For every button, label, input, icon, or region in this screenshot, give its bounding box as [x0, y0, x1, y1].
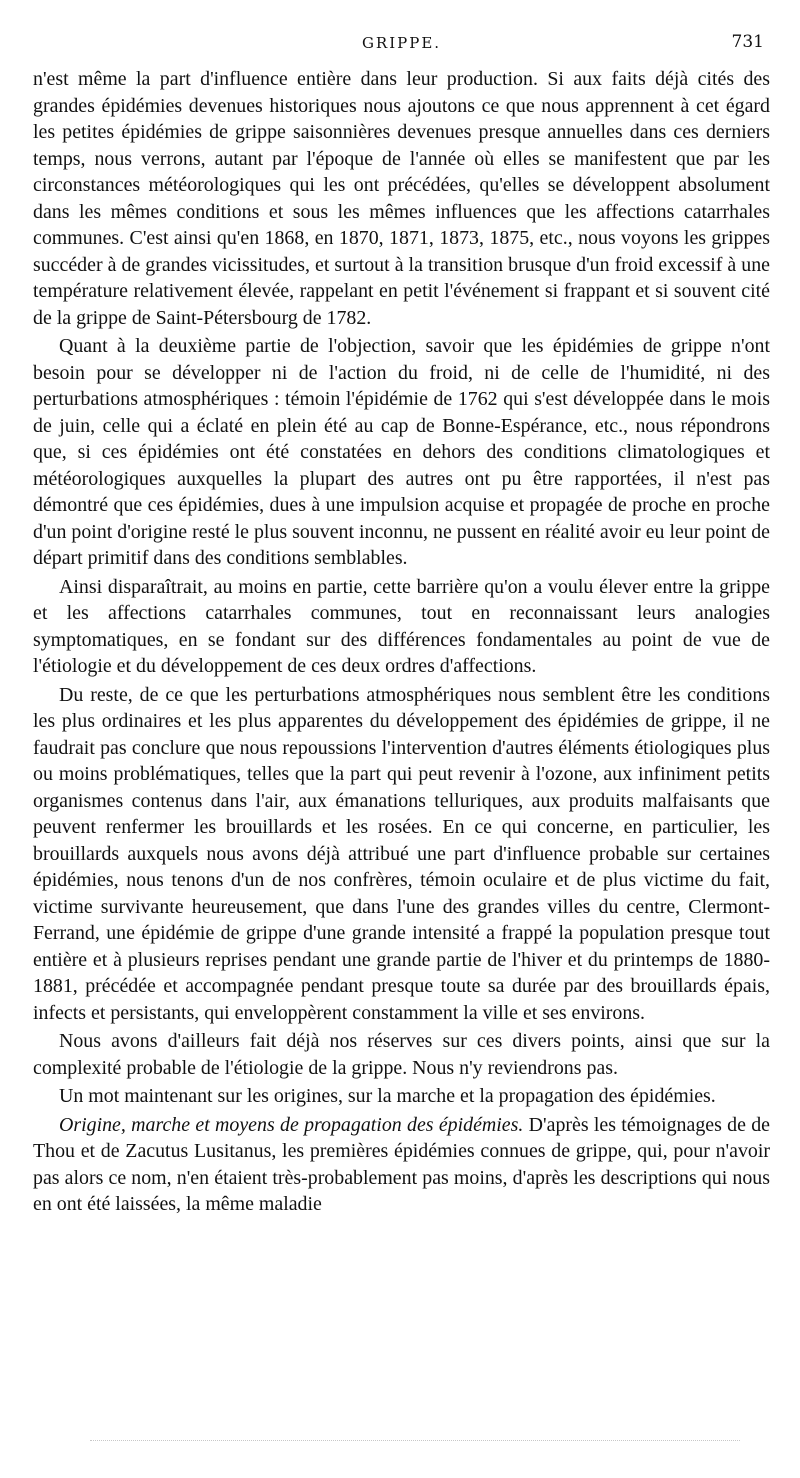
running-head	[33, 30, 770, 56]
paragraph-origins-intro: Un mot maintenant sur les origines, sur la marche et la propagation des épidémies.	[59, 1085, 716, 1107]
page-number: 731	[731, 32, 764, 52]
footer-print-marks	[90, 1440, 740, 1445]
paragraph-perturbations: Du reste, de ce que les perturbations atmosphériques nous semblent être les conditions les plus ordinaires et les plus apparentes du développement des épidémies de grippe, il ne faudrait pas conclure que nous repoussions l'intervention d'autres éléments étiologiques plus ou moins problématiques, telles que la part qui peut revenir à l'ozone, aux infiniment petits organismes contenus dans l'air, aux émanations telluriques, aux produits malfaisants que peuvent renfermer les brouillards et les rosées. En ce qui concerne, en particulier, les brouillards auxquels nous avons déjà attribué une part d'influence probable sur certaines épidémies, nous tenons d'un de nos confrères, témoin oculaire et de plus victime du fait, victime survivante heureusement, que dans l'une des grandes villes du centre, Clermont-Ferrand, une épidémie de grippe d'une grande intensité a frappé la population presque tout entière et à plusieurs reprises pendant une grande partie de l'hiver et du printemps de 1880-1881, précédée et accompagnée pendant presque toute sa durée par des brouillards épais, infects et persistants, qui enveloppèrent constamment la ville et ses environs.	[33, 683, 770, 1024]
section-text: D'après les témoignages de de Thou et de Zacutus Lusitanus, les premières épidémies connues de grippe, qui, pour n'avoir pas alors ce nom, n'en étaient très-probablement pas moins, d'après les descriptions qui nous en ont été laissées, la même maladie	[33, 1113, 770, 1215]
section-heading: Origine, marche et moyens de propagation des épidémies.	[59, 1113, 524, 1136]
paragraph-objection: Quant à la deuxième partie de l'objection, savoir que les épidémies de grippe n'ont besoin pour se développer ni de l'action du froid, ni de celle de l'humidité, ni des perturbations atmosphériques : témoin l'épidémie de 1762 qui s'est développée dans le mois de juin, celle qui a éclaté en plein été au cap de Bonne-Espérance, etc., nous répondrons que, si ces épidémies ont été constatées en dehors des conditions climatologiques et météorologiques auxquelles la plupart des autres ont pu être rapportées, il n'est pas démontré que ces épidémies, dues à une impulsion acquise et propagée de proche en proche d'un point d'origine resté le plus souvent inconnu, ne pussent en réalité avoir eu leur point de départ primitif dans des conditions semblables.	[33, 335, 770, 569]
body-text	[33, 66, 770, 1218]
paragraph-reserves: Nous avons d'ailleurs fait déjà nos réserves sur ces divers points, ainsi que sur la complexité probable de l'étiologie de la grippe. Nous n'y reviendrons pas.	[33, 1030, 770, 1079]
paragraph-barrier: Ainsi disparaîtrait, au moins en partie, cette barrière qu'on a voulu élever entre la grippe et les affections catarrhales communes, tout en reconnaissant leurs analogies symptomatiques, en se fondant sur des différences fondamentales au point de vue de l'étiologie et du développement de ces deux ordres d'affections.	[33, 575, 770, 677]
running-title: GRIPPE.	[361, 34, 442, 52]
paragraph-continuation: n'est même la part d'influence entière dans leur production. Si aux faits déjà cités des grandes épidémies devenues historiques nous ajoutons ce que nous apprennent à cet égard les petites épidémies de grippe saisonnières devenues presque annuelles dans ces derniers temps, nous verrons, autant par l'époque de l'année où elles se manifestent que par les circonstances météorologiques qui les ont précédées, qu'elles se développent absolument dans les mêmes conditions et sous les mêmes influences que les affections catarrhales communes. C'est ainsi qu'en 1868, en 1870, 1871, 1873, 1875, etc., nous voyons les grippes succéder à de grandes vicissitudes, et surtout à la transition brusque d'un froid excessif à une température relativement élevée, rappelant en petit l'événement si frappant et si souvent cité de la grippe de Saint-Pétersbourg de 1782.	[33, 68, 770, 329]
section-paragraph-origins	[33, 1112, 770, 1218]
